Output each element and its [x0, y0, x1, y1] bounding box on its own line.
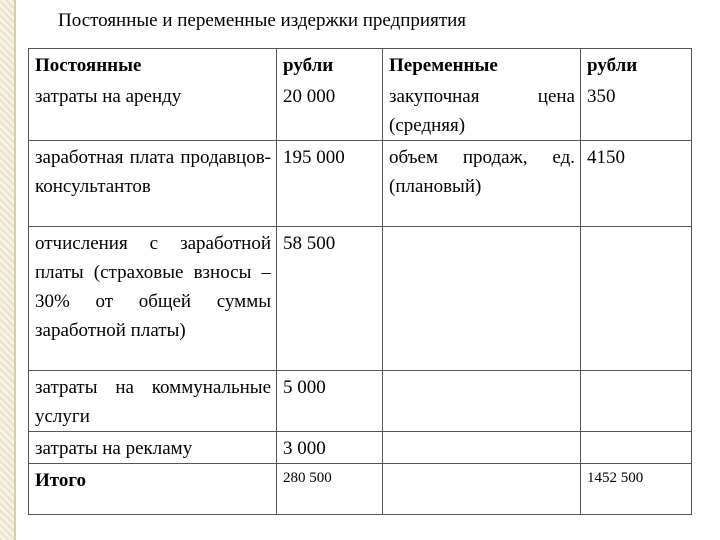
variable-item-cell: закупочная цена (средняя)	[383, 80, 581, 141]
variable-value-cell	[581, 227, 692, 371]
fixed-total-value: 280 500	[277, 464, 383, 515]
costs-table	[28, 48, 692, 515]
variable-item-cell	[383, 371, 581, 432]
variable-item-cell	[383, 227, 581, 371]
fixed-item-cell: затраты на аренду	[29, 80, 277, 141]
page-title: Постоянные и переменные издержки предприятия	[58, 10, 467, 31]
table-row	[29, 227, 692, 371]
decorative-left-stripe	[0, 0, 16, 540]
header-fixed: Постоянные	[29, 49, 277, 81]
table-row	[29, 432, 692, 464]
variable-total-value: 1452 500	[581, 464, 692, 515]
table-row	[29, 141, 692, 227]
header-fixed-unit: рубли	[277, 49, 383, 81]
table-row	[29, 80, 692, 141]
header-variable: Переменные	[383, 49, 581, 81]
fixed-value-cell: 20 000	[277, 80, 383, 141]
header-variable-unit: рубли	[581, 49, 692, 81]
variable-total-empty-cell	[383, 464, 581, 515]
fixed-value-cell: 195 000	[277, 141, 383, 227]
fixed-item-cell: затраты на коммунальные услуги	[29, 371, 277, 432]
variable-value-cell	[581, 371, 692, 432]
fixed-item-cell: отчисления с заработной платы (страховые взносы – 30% от общей суммы заработной платы)	[29, 227, 277, 371]
variable-item-cell: объем продаж, ед.(плановый)	[383, 141, 581, 227]
table-row	[29, 371, 692, 432]
total-row	[29, 464, 692, 515]
table-header-row	[29, 49, 692, 81]
fixed-item-cell: затраты на рекламу	[29, 432, 277, 464]
variable-value-cell	[581, 432, 692, 464]
variable-value-cell: 350	[581, 80, 692, 141]
fixed-value-cell: 3 000	[277, 432, 383, 464]
fixed-item-cell: заработная плата продавцов-консультантов	[29, 141, 277, 227]
fixed-value-cell: 5 000	[277, 371, 383, 432]
total-label: Итого	[29, 464, 277, 515]
fixed-value-cell: 58 500	[277, 227, 383, 371]
variable-value-cell: 4150	[581, 141, 692, 227]
variable-item-cell	[383, 432, 581, 464]
